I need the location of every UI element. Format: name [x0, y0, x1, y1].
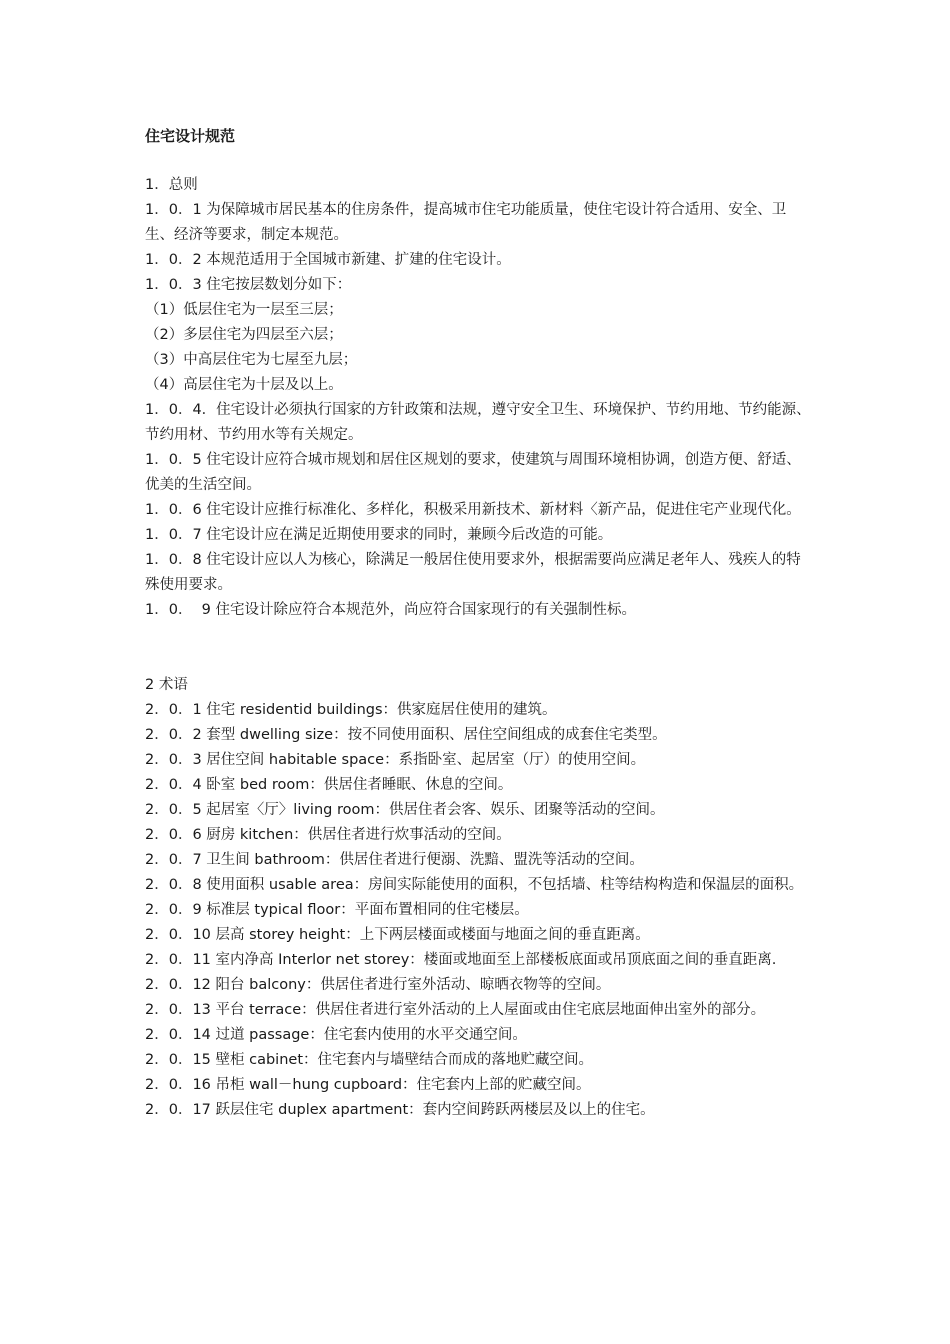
term-2-0-6: 2．0．6 厨房 kitchen：供居住者进行炊事活动的空间。 [145, 827, 511, 843]
term-2-0-14: 2．0．14 过道 passage：住宅套内使用的水平交通空间。 [145, 1027, 527, 1043]
term-2-0-13: 2．0．13 平台 terrace：供居住者进行室外活动的上人屋面或由住宅底层地面伸出室外的部分。 [145, 1002, 766, 1018]
term-2-0-4: 2．0．4 卧室 bed room：供居住者睡眠、休息的空间。 [145, 777, 513, 793]
document-title: 住宅设计规范 [145, 127, 236, 145]
section-terms [145, 673, 815, 1123]
clause-1-0-5: 1．0．5 住宅设计应符合城市规划和居住区规划的要求，使建筑与周围环境相协调，创造方便、舒适、优美的生活空间。 [145, 452, 801, 493]
clause-1-0-2: 1．0．2 本规范适用于全国城市新建、扩建的住宅设计。 [145, 252, 511, 268]
clause-1-0-3-item-3: （3）中高层住宅为七屋至九层； [145, 352, 358, 368]
section-heading-terms: 2 术语 [145, 677, 188, 693]
term-2-0-11: 2．0．11 室内净高 Interlor net storey：楼面或地面至上部楼板底面或吊顶底面之间的垂直距离. [145, 952, 777, 968]
clause-1-0-7: 1．0．7 住宅设计应在满足近期使用要求的同时，兼顾今后改造的可能。 [145, 527, 613, 543]
term-2-0-8: 2．0．8 使用面积 usable area：房间实际能使用的面积，不包括墙、柱等结构构造和保温层的面积。 [145, 877, 804, 893]
term-2-0-17: 2．0．17 跃层住宅 duplex apartment：套内空间跨跃两楼层及以上的住宅。 [145, 1102, 655, 1118]
term-2-0-9: 2．0．9 标准层 typical floor：平面布置相同的住宅楼层。 [145, 902, 529, 918]
term-2-0-3: 2．0．3 居住空间 habitable space：系指卧室、起居室（厅）的使用空间。 [145, 752, 646, 768]
section-heading-general: 1．总则 [145, 177, 198, 193]
term-2-0-1: 2．0．1 住宅 residentid buildings：供家庭居住使用的建筑。 [145, 702, 557, 718]
clause-1-0-6: 1．0．6 住宅设计应推行标准化、多样化，积极采用新技术、新材料〈新产品，促进住宅产业现代化。 [145, 502, 801, 518]
clause-1-0-8: 1．0．8 住宅设计应以人为核心，除满足一般居住使用要求外，根据需要尚应满足老年人、残疾人的特殊使用要求。 [145, 552, 801, 593]
clause-1-0-3: 1．0．3 住宅按层数划分如下： [145, 277, 352, 293]
clause-1-0-3-item-4: （4）高层住宅为十层及以上。 [145, 377, 343, 393]
section-spacer [145, 623, 815, 673]
term-2-0-16: 2．0．16 吊柜 wall－hung cupboard：住宅套内上部的贮藏空间。 [145, 1077, 591, 1093]
term-2-0-15: 2．0．15 壁柜 cabinet：住宅套内与墙壁结合而成的落地贮藏空间。 [145, 1052, 594, 1068]
clause-1-0-4: 1．0．4．住宅设计必须执行国家的方针政策和法规，遵守安全卫生、环境保护、节约用地、节约能源、节约用材、节约用水等有关规定。 [145, 402, 811, 443]
section-terms-clauses [145, 698, 815, 1123]
clause-1-0-9: 1．0． 9 住宅设计除应符合本规范外，尚应符合国家现行的有关强制性标。 [145, 602, 637, 618]
term-2-0-2: 2．0．2 套型 dwelling size：按不同使用面积、居住空间组成的成套住宅类型。 [145, 727, 667, 743]
term-2-0-5: 2．0．5 起居室〈厅〉living room：供居住者会客、娱乐、团聚等活动的空间。 [145, 802, 665, 818]
term-2-0-12: 2．0．12 阳台 balcony：供居住者进行室外活动、晾晒衣物等的空间。 [145, 977, 611, 993]
section-general-clauses [145, 198, 815, 623]
clause-1-0-3-item-2: （2）多层住宅为四层至六层； [145, 327, 343, 343]
document-body [145, 124, 815, 1123]
clause-1-0-3-item-1: （1）低层住宅为一层至三层； [145, 302, 343, 318]
term-2-0-10: 2．0．10 层高 storey height：上下两层楼面或楼面与地面之间的垂直距离。 [145, 927, 650, 943]
section-general [145, 173, 815, 623]
clause-1-0-1: 1．0．1 为保障城市居民基本的住房条件，提高城市住宅功能质量，使住宅设计符合适用、安全、卫生、经济等要求，制定本规范。 [145, 202, 787, 243]
term-2-0-7: 2．0．7 卫生间 bathroom：供居住者进行便溺、洗黯、盟洗等活动的空间。 [145, 852, 644, 868]
